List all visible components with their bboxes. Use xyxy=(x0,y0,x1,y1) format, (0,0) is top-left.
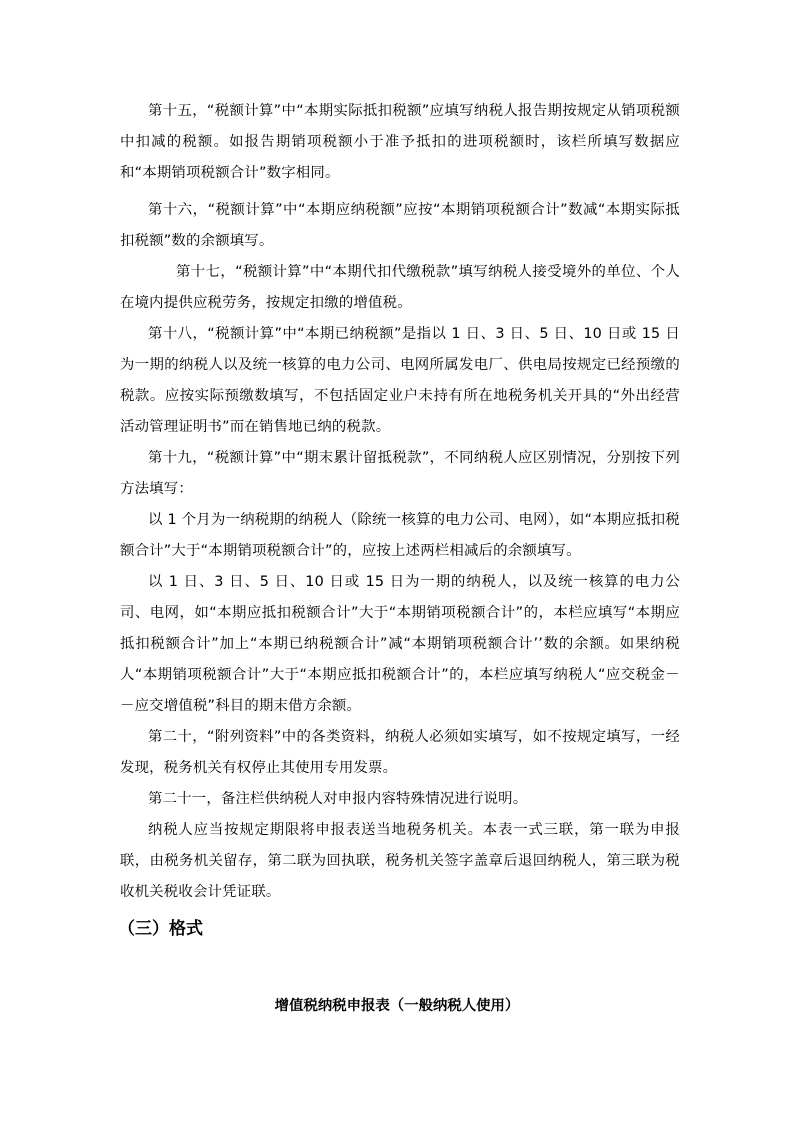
section-heading: （三）格式 xyxy=(118,919,203,939)
paragraph-17: 第十七，“税额计算”中“本期代扣代缴税款”填写纳税人接受境外的单位、个人在境内提供应税劳务，按规定扣缴的增值税。 xyxy=(120,264,680,311)
paragraph-19-method-2: 以 1 日、3 日、5 日、10 日或 15 日为一期的纳税人，以及统一核算的电力公司、电网，如“本期应抵扣税额合计”大于“本期销项税额合计”的，本栏应填写“本期应抵扣税额合计”加上“本期已纳税额合计”减“本期销项税额合计’’数的余额。如果纳税人“本期销项税额合计”大于“本期应抵扣税额合计”的，本栏应填写纳税人“应交税金－－应交增值税”科目的期末借方余额。 xyxy=(120,574,680,714)
paragraph-20: 第二十，“附列资料”中的各类资料，纳税人必须如实填写，如不按规定填写，一经发现，税务机关有权停止其使用专用发票。 xyxy=(120,729,680,776)
paragraph-16: 第十六，“税额计算”中“本期应纳税额”应按“本期销项税额合计”数减“本期实际抵扣税额”数的余额填写。 xyxy=(120,202,680,249)
paragraph-15: 第十五，“税额计算”中“本期实际抵扣税额”应填写纳税人报告期按规定从销项税额中扣减的税额。如报告期销项税额小于准予抵扣的进项税额时，该栏所填写数据应和“本期销项税额合计”数字相同。 xyxy=(120,103,680,181)
paragraph-19: 第十九，“税额计算”中“期末累计留抵税款”，不同纳税人应区别情况，分别按下列方法填写： xyxy=(120,450,680,497)
paragraph-18: 第十八，“税额计算”中“本期已纳税额”是指以 1 日、3 日、5 日、10 日或 15 日为一期的纳税人以及统一核算的电力公司、电网所属发电厂、供电局按规定已经预缴的税款。应按实际预缴数填写，不包括固定业户未持有所在地税务机关开具的“外出经营活动管理证明书”而在销售地已纳的税款。 xyxy=(120,326,680,435)
paragraph-19-method-1: 以 1 个月为一纳税期的纳税人（除统一核算的电力公司、电网），如“本期应抵扣税额合计”大于“本期销项税额合计”的，应按上述两栏相减后的余额填写。 xyxy=(120,512,680,559)
form-title: 增值税纳税申报表（一般纳税人使用） xyxy=(274,998,520,1014)
paragraph-21: 第二十一，备注栏供纳税人对申报内容特殊情况进行说明。 xyxy=(148,791,528,807)
paragraph-submission: 纳税人应当按规定期限将申报表送当地税务机关。本表一式三联，第一联为申报联，由税务机关留存，第二联为回执联，税务机关签字盖章后退回纳税人，第三联为税收机关税收会计凭证联。 xyxy=(120,822,680,900)
